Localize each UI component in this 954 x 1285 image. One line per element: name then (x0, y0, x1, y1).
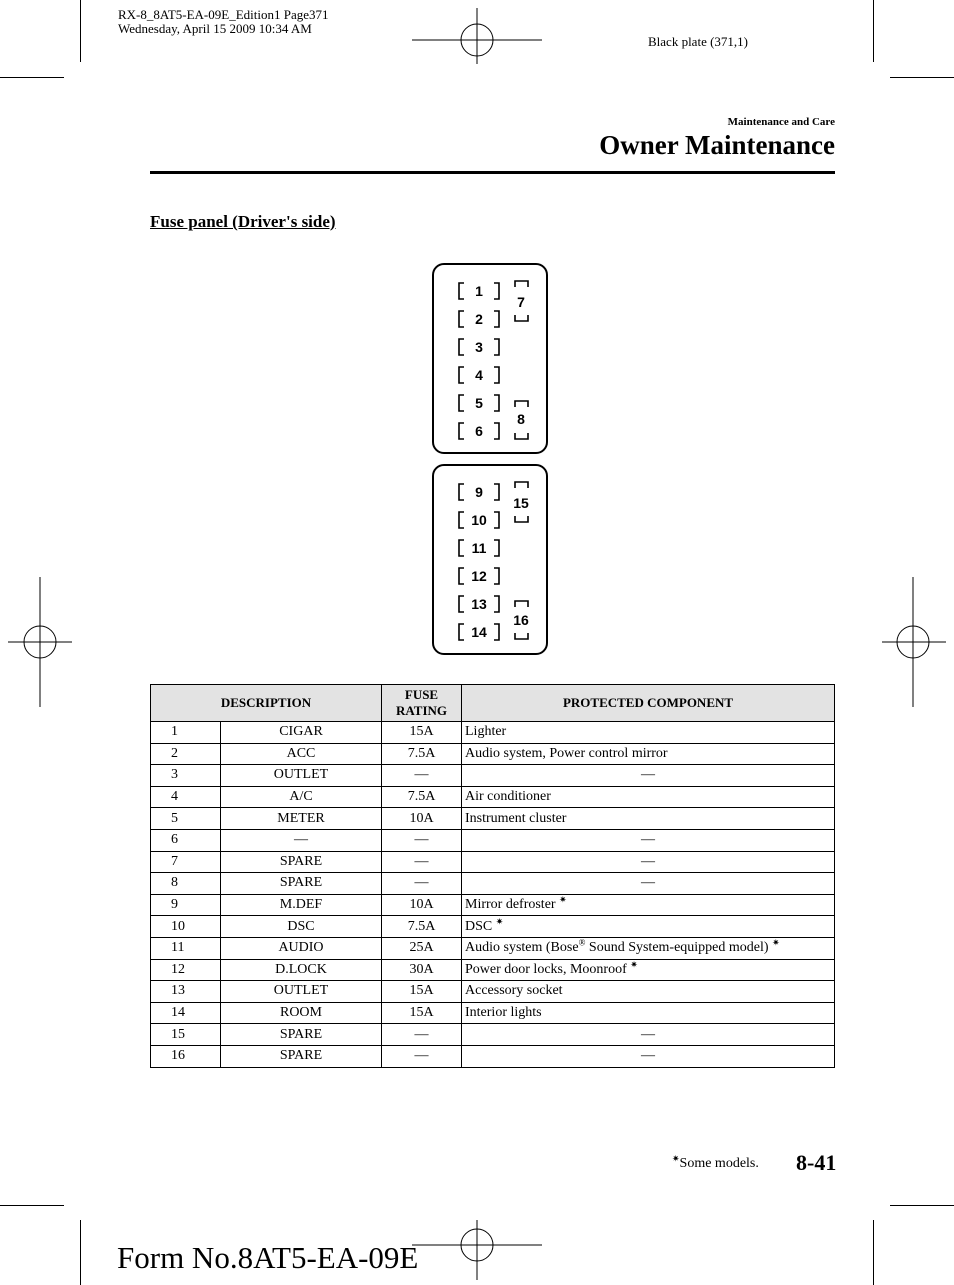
fuse-number: 3 (151, 765, 221, 787)
component-text: Audio system, Power control mirror (465, 745, 668, 761)
fuse-slot-label: 11 (471, 540, 487, 556)
table-row (151, 765, 835, 787)
fuse-description: AUDIO (221, 937, 382, 959)
protected-component (462, 1024, 835, 1046)
large-fuse-label: 15 (513, 495, 529, 511)
component-text: DSC (465, 918, 496, 934)
fuse-rating: — (382, 829, 462, 851)
fuse-description: ACC (221, 743, 382, 765)
fuse-number: 16 (151, 1045, 221, 1067)
fuse-description: — (221, 829, 382, 851)
fuse-rating: 7.5A (382, 786, 462, 808)
fuse-description: ROOM (221, 1002, 382, 1024)
fuse-description: OUTLET (221, 765, 382, 787)
fuse-number: 12 (151, 959, 221, 981)
fuse-slot-label: 9 (475, 484, 483, 500)
component-text: Accessory socket (465, 983, 563, 999)
fuse-description: A/C (221, 786, 382, 808)
component-text: Air conditioner (465, 789, 551, 805)
fuse-rating: 10A (382, 894, 462, 916)
protected-component (462, 916, 835, 938)
fuse-slot-label: 13 (471, 596, 487, 612)
component-text: — (641, 853, 655, 869)
table-row (151, 1024, 835, 1046)
fuse-slot-label: 6 (475, 423, 483, 439)
header-fuse-rating-line2: RATING (395, 703, 448, 718)
fuse-rating: — (382, 873, 462, 895)
component-text: Lighter (465, 724, 507, 740)
fuse-description: DSC (221, 916, 382, 938)
plate-label: Black plate (371,1) (648, 34, 748, 49)
fuse-number: 6 (151, 829, 221, 851)
fuse-table (150, 684, 835, 1068)
table-row (151, 916, 835, 938)
meta-line-2: Wednesday, April 15 2009 10:34 AM (118, 21, 312, 36)
section-name: Maintenance and Care (727, 116, 835, 128)
fuse-rating: 15A (382, 981, 462, 1003)
fuse-rating: 7.5A (382, 916, 462, 938)
protected-component (462, 981, 835, 1003)
table-row (151, 786, 835, 808)
asterisk-icon: ✷ (630, 959, 638, 970)
fuse-description: D.LOCK (221, 959, 382, 981)
fuse-number: 2 (151, 743, 221, 765)
table-row (151, 959, 835, 981)
large-fuse-label: 8 (517, 411, 525, 427)
footnote-text: Some models. (679, 1156, 759, 1171)
table-row (151, 937, 835, 959)
asterisk-icon: ✷ (559, 894, 567, 905)
fuse-description: OUTLET (221, 981, 382, 1003)
meta-line-1: RX-8_8AT5-EA-09E_Edition1 Page371 (118, 7, 329, 22)
fuse-number: 1 (151, 722, 221, 744)
fuse-number: 4 (151, 786, 221, 808)
subtitle: Fuse panel (Driver's side) (150, 212, 336, 231)
component-text: — (641, 767, 655, 783)
protected-component (462, 722, 835, 744)
protected-component (462, 765, 835, 787)
fuse-number: 7 (151, 851, 221, 873)
table-row (151, 873, 835, 895)
fuse-number: 14 (151, 1002, 221, 1024)
protected-component (462, 937, 835, 959)
asterisk-icon: ✷ (495, 915, 504, 926)
protected-component (462, 1002, 835, 1024)
fuse-slot-label: 5 (475, 395, 483, 411)
fuse-slot-label: 10 (471, 512, 487, 528)
fuse-rating: 7.5A (382, 743, 462, 765)
page-number: 8-41 (796, 1150, 837, 1175)
fuse-slot-label: 1 (475, 283, 483, 299)
fuse-description: M.DEF (221, 894, 382, 916)
fuse-description: SPARE (221, 1024, 382, 1046)
protected-component (462, 743, 835, 765)
protected-component (462, 894, 835, 916)
fuse-rating: 15A (382, 722, 462, 744)
footnote (672, 1153, 759, 1172)
fuse-description: SPARE (221, 873, 382, 895)
component-text: — (641, 1048, 655, 1064)
fuse-rating: — (382, 1024, 462, 1046)
fuse-rating: — (382, 851, 462, 873)
component-text: Instrument cluster (465, 810, 567, 826)
component-text: — (641, 832, 655, 848)
header-description: DESCRIPTION (151, 685, 382, 722)
protected-component (462, 1045, 835, 1067)
table-row (151, 743, 835, 765)
protected-component (462, 786, 835, 808)
fuse-description: METER (221, 808, 382, 830)
fuse-slot-label: 12 (471, 568, 487, 584)
fuse-number: 9 (151, 894, 221, 916)
fuse-slot-label: 3 (475, 339, 483, 355)
fuse-rating: 10A (382, 808, 462, 830)
large-fuse-label: 7 (517, 294, 525, 310)
fuse-number: 5 (151, 808, 221, 830)
footnote-asterisk-icon: ✷ (672, 1153, 680, 1164)
fuse-number: 13 (151, 981, 221, 1003)
table-row (151, 829, 835, 851)
protected-component (462, 829, 835, 851)
fuse-number: 8 (151, 873, 221, 895)
header-fuse-rating (382, 685, 462, 722)
header-protected-component: PROTECTED COMPONENT (462, 685, 835, 722)
protected-component (462, 808, 835, 830)
registered-mark: ® (578, 937, 586, 948)
table-row (151, 981, 835, 1003)
title-rule (150, 171, 835, 174)
component-text: Interior lights (465, 1005, 542, 1021)
table-row (151, 808, 835, 830)
table-row (151, 722, 835, 744)
table-row (151, 851, 835, 873)
table-row (151, 1045, 835, 1067)
fuse-number: 10 (151, 916, 221, 938)
fuse-rating: — (382, 1045, 462, 1067)
component-text: — (641, 1026, 655, 1042)
fuse-rating: 25A (382, 937, 462, 959)
fuse-slot-label: 2 (475, 311, 483, 327)
fuse-rating: 30A (382, 959, 462, 981)
component-text: Power door locks, Moonroof (465, 961, 631, 977)
component-text-rest: Sound System-equipped model) (585, 940, 773, 956)
table-row (151, 894, 835, 916)
table-row (151, 1002, 835, 1024)
component-text: Audio system (Bose (465, 940, 579, 956)
fuse-rating: — (382, 765, 462, 787)
print-metadata (118, 8, 329, 36)
fuse-rating: 15A (382, 1002, 462, 1024)
asterisk-icon: ✷ (772, 937, 780, 948)
fuse-slot-label: 4 (475, 367, 483, 383)
fuse-number: 11 (151, 937, 221, 959)
protected-component (462, 959, 835, 981)
component-text: Mirror defroster (465, 897, 560, 913)
fuse-description: CIGAR (221, 722, 382, 744)
component-text: — (641, 875, 655, 891)
fuse-description: SPARE (221, 851, 382, 873)
large-fuse-label: 16 (513, 612, 529, 628)
form-number: Form No.8AT5-EA-09E (117, 1240, 419, 1275)
page-title: Owner Maintenance (599, 130, 835, 160)
protected-component (462, 873, 835, 895)
fuse-number: 15 (151, 1024, 221, 1046)
fuse-panel-diagram (430, 262, 550, 657)
protected-component (462, 851, 835, 873)
fuse-slot-label: 14 (471, 624, 487, 640)
header-fuse-rating-line1: FUSE (404, 687, 439, 702)
fuse-description: SPARE (221, 1045, 382, 1067)
